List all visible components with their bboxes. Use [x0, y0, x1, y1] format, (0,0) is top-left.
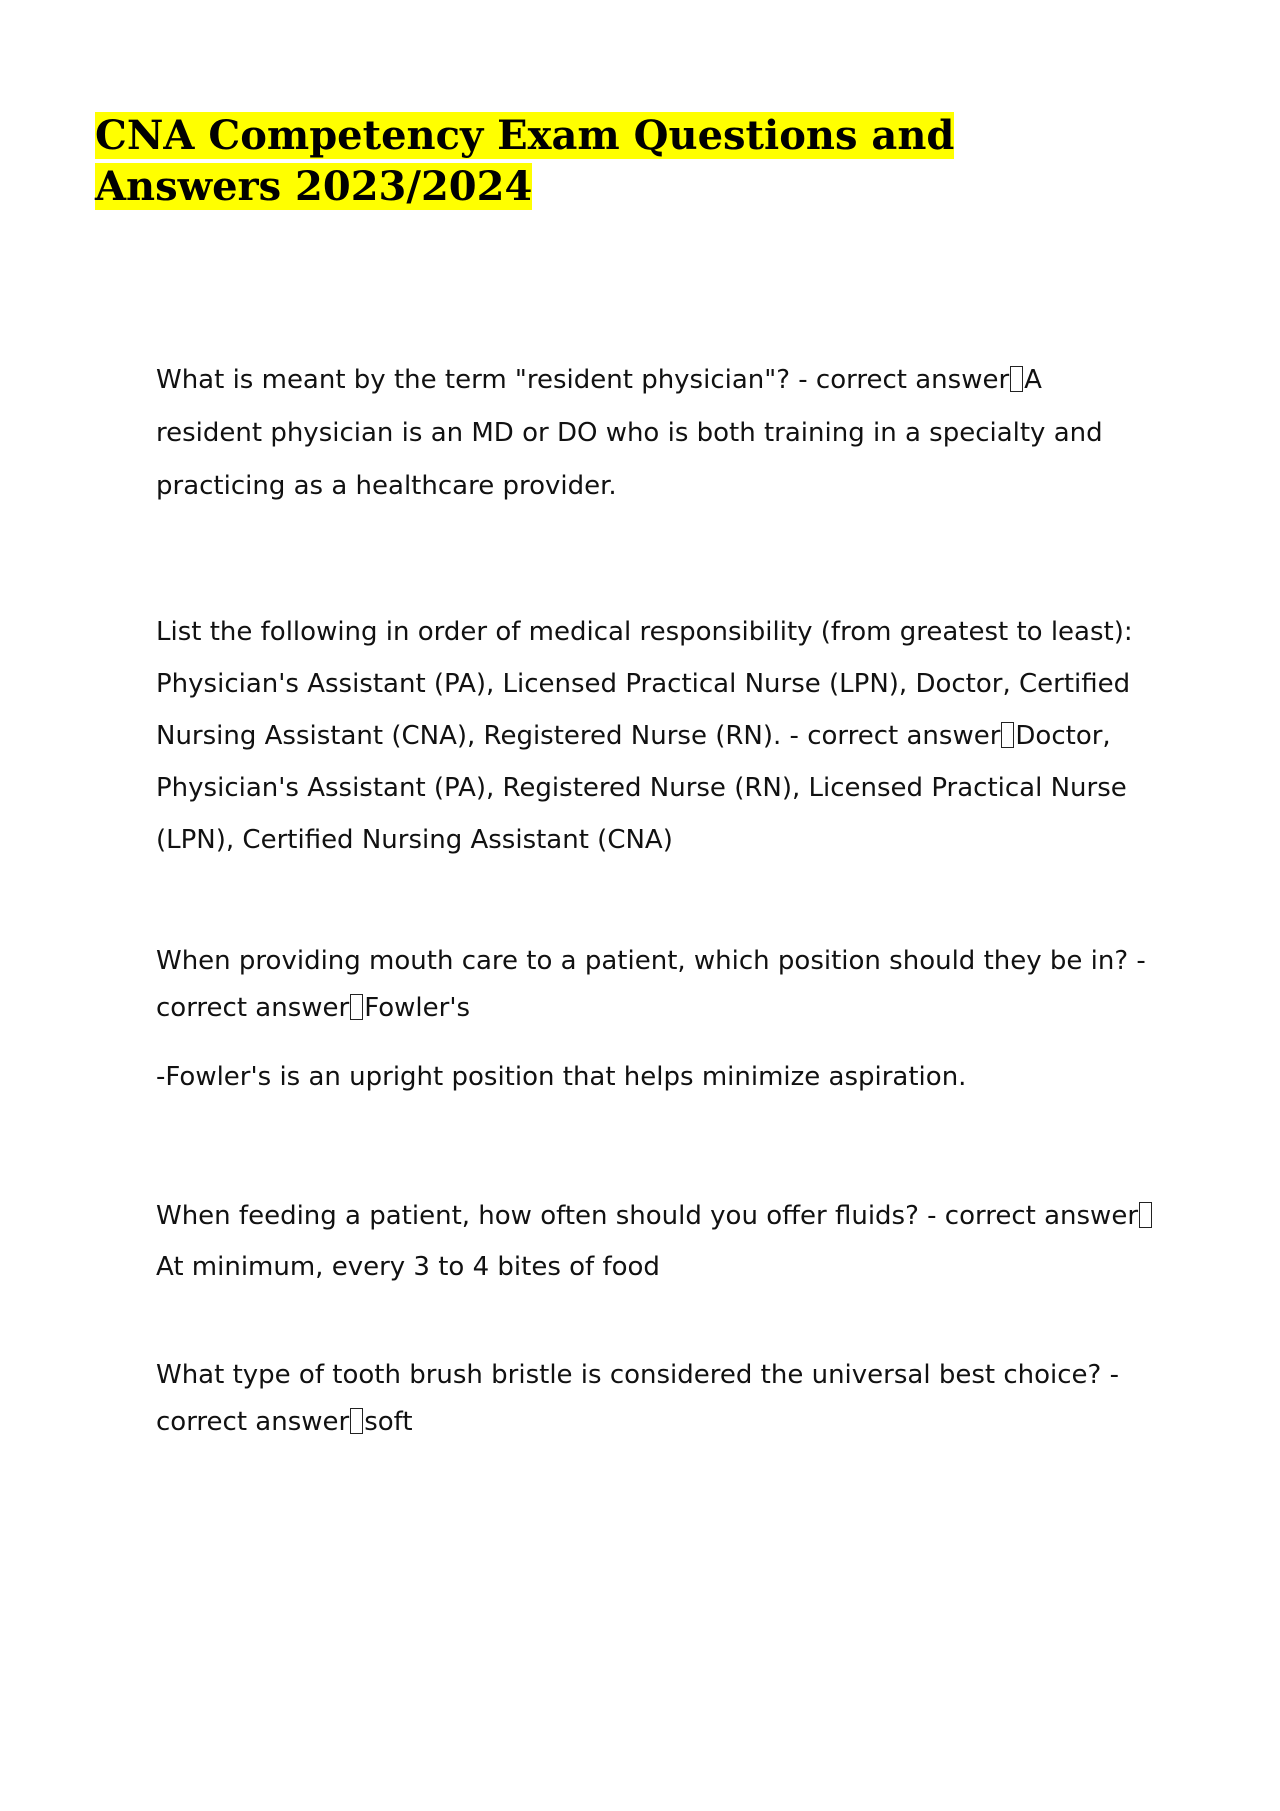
missing-glyph-icon — [350, 1408, 363, 1434]
question-text: When providing mouth care to a patient, which position should they be in? - correct answer — [156, 946, 1146, 1023]
answer-text: Doctor, Physician's Assistant (PA), Registered Nurse (RN), Licensed Practical Nurse (LPN), Certified Nursing Assistant (CNA) — [156, 721, 1127, 855]
question-text: When feeding a patient, how often should you offer fluids? - correct answer — [156, 1201, 1139, 1231]
qa-item — [156, 1352, 1156, 1446]
qa-item — [156, 354, 1156, 513]
qa-text — [156, 1352, 1156, 1446]
question-text: List the following in order of medical responsibility (from greatest to least): Physician's Assistant (PA), Licensed Practical Nurse (LPN), Doctor, Certified Nursing Assistant (CNA), Registered Nurse (RN). - correct answer — [156, 617, 1133, 751]
answer-text: soft — [364, 1407, 413, 1437]
question-text: What is meant by the term "resident physician"? - correct answer — [156, 365, 1010, 395]
missing-glyph-icon — [1010, 366, 1023, 392]
qa-item — [156, 606, 1156, 866]
missing-glyph-icon — [350, 994, 363, 1020]
answer-text: A resident physician is an MD or DO who is both training in a specialty and practicing as a healthcare provider. — [156, 365, 1103, 501]
qa-text — [156, 1191, 1156, 1293]
document-title — [95, 110, 1095, 212]
missing-glyph-icon — [1139, 1202, 1152, 1228]
answer-text: Fowler's — [364, 993, 471, 1023]
missing-glyph-icon — [1001, 722, 1014, 748]
qa-item — [156, 938, 1156, 1101]
qa-text — [156, 606, 1156, 866]
answer-note: -Fowler's is an upright position that helps minimize aspiration. — [156, 1062, 967, 1092]
question-text: What type of tooth brush bristle is considered the universal best choice? - correct answer — [156, 1360, 1119, 1437]
qa-item — [156, 1191, 1156, 1293]
answer-text: At minimum, every 3 to 4 bites of food — [156, 1252, 660, 1282]
qa-text — [156, 938, 1156, 1032]
qa-text — [156, 354, 1156, 513]
title-highlight: CNA Competency Exam Questions and Answers 2023/2024 — [95, 112, 955, 210]
